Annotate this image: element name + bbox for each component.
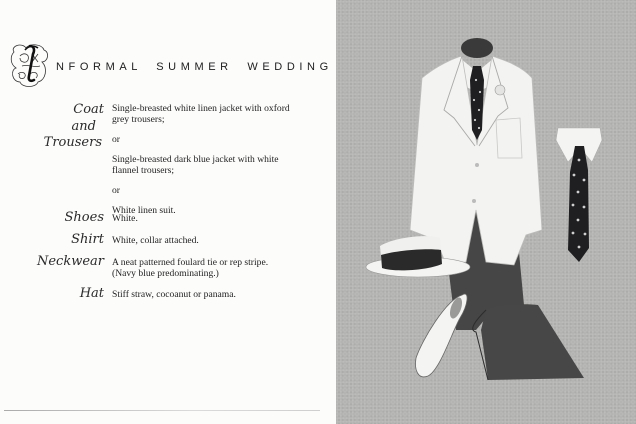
description-line: White, collar attached. (112, 235, 199, 246)
attire-list (0, 103, 336, 311)
entry-description (112, 213, 292, 224)
description-line: White linen suit. (112, 205, 176, 216)
page-title (8, 40, 333, 90)
label-hat: Hat (79, 286, 104, 301)
folded-trousers (481, 304, 584, 380)
illustration-page (336, 0, 636, 424)
label-trousers: Trousers (43, 135, 102, 150)
white-shoe (416, 294, 468, 377)
entry-description (112, 103, 292, 216)
description-line: Stiff straw, cocoanut or panama. (112, 289, 236, 300)
label-shirt: Shirt (71, 232, 104, 247)
entry-description (112, 257, 292, 279)
description-line: White. (112, 213, 138, 224)
bottom-rule (4, 410, 320, 411)
label-and: and (71, 119, 96, 134)
entry-description (112, 235, 292, 246)
description-line: Single-breasted dark blue jacket with white flannel trousers; (112, 154, 279, 176)
description-line: Single-breasted white linen jacket with oxford grey trousers; (112, 103, 290, 125)
title-text: NFORMAL SUMMER WEDDING (56, 61, 333, 73)
entry-coat-trousers (0, 102, 336, 216)
outfit-illustration (336, 0, 636, 424)
tie-worn (470, 66, 484, 140)
description-line: or (112, 134, 120, 145)
description-line: A neat patterned foulard tie or rep stripe. (Navy blue predominating.) (112, 257, 269, 279)
collar-and-tie (556, 128, 602, 262)
label-neckwear: Neckwear (36, 254, 104, 269)
label-shoes: Shoes (64, 210, 104, 225)
entry-hat (0, 286, 336, 311)
description-line: or (112, 185, 120, 196)
label-coat: Coat (73, 102, 104, 117)
entry-description (112, 289, 292, 300)
ornate-initial-icon (8, 40, 52, 90)
entry-neckwear (0, 254, 336, 289)
